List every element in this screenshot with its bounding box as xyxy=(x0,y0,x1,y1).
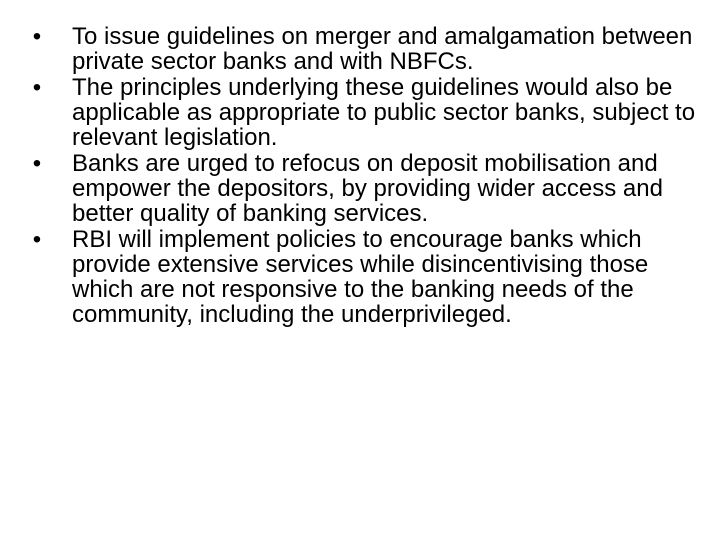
bullet-item-rbi-policies xyxy=(30,227,702,327)
bullet-marker: • xyxy=(32,74,42,101)
bullet-marker: • xyxy=(32,226,42,253)
bullet-text: RBI will implement policies to encourage banks which provide extensive services while disincentivising those which are not responsive to the banking needs of the community, including the underprivileged. xyxy=(72,226,649,328)
bullet-list xyxy=(30,24,702,328)
bullet-marker: • xyxy=(32,150,42,177)
bullet-item-merger-guidelines xyxy=(30,24,702,74)
bullet-text: The principles underlying these guidelines would also be applicable as appropriate to public sector banks, subject to relevant legislation. xyxy=(72,74,696,151)
bullet-item-public-sector-applicability xyxy=(30,75,702,150)
bullet-text: To issue guidelines on merger and amalgamation between private sector banks and with NBFCs. xyxy=(72,23,693,75)
bullet-text: Banks are urged to refocus on deposit mobilisation and empower the depositors, by providing wider access and better quality of banking services. xyxy=(72,150,663,227)
bullet-marker: • xyxy=(32,23,42,50)
bullet-item-deposit-mobilisation xyxy=(30,151,702,226)
